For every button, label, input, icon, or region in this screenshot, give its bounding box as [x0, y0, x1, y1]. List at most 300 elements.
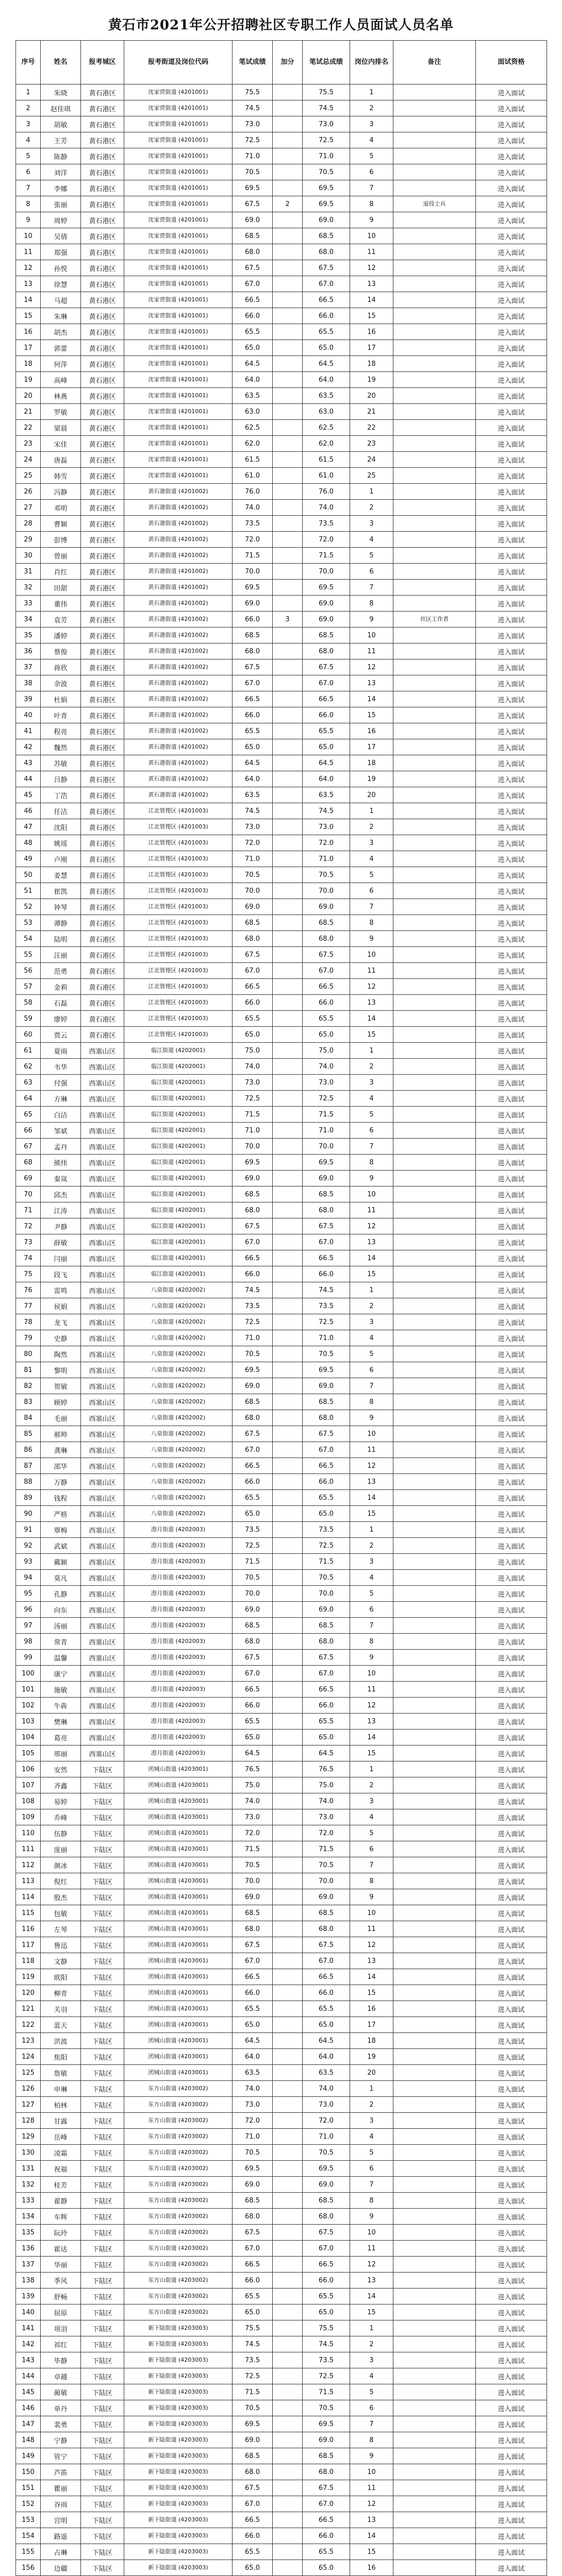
bonus-points-cell	[273, 452, 303, 468]
interview-status-cell: 进入面试	[476, 324, 547, 340]
post-rank-cell: 3	[350, 1075, 393, 1091]
header-cell: 笔试总成绩	[303, 41, 350, 84]
row-index-cell: 146	[16, 2400, 41, 2416]
candidate-name-cell: 廖婷	[41, 1011, 81, 1027]
bonus-points-cell	[273, 2209, 303, 2225]
candidate-name-cell: 冯静	[41, 484, 81, 500]
interview-status-cell: 进入面试	[476, 2129, 547, 2145]
bonus-points-cell	[273, 116, 303, 132]
bonus-points-cell	[273, 180, 303, 196]
written-score-cell: 65.5	[233, 1714, 273, 1730]
bonus-points-cell	[273, 2480, 303, 2496]
district-cell: 下陆区	[81, 1857, 124, 1873]
bonus-points-cell	[273, 1905, 303, 1921]
bonus-points-cell	[273, 1809, 303, 1825]
district-cell: 下陆区	[81, 2049, 124, 2065]
written-score-cell: 65.0	[233, 1027, 273, 1043]
interview-status-cell: 进入面试	[476, 1266, 547, 1282]
district-cell: 西塞山区	[81, 1330, 124, 1346]
row-index-cell: 25	[16, 468, 41, 484]
total-score-cell: 67.0	[303, 2496, 350, 2512]
interview-status-cell: 进入面试	[476, 2033, 547, 2049]
table-row	[16, 1266, 547, 1282]
post-rank-cell: 10	[350, 628, 393, 643]
remark-cell	[393, 723, 476, 739]
written-score-cell: 67.5	[233, 947, 273, 963]
district-cell: 下陆区	[81, 2304, 124, 2320]
post-rank-cell: 1	[350, 803, 393, 819]
street-post-code-cell: 八泉街道 (4202002)	[124, 1426, 233, 1442]
table-row	[16, 84, 547, 100]
bonus-points-cell	[273, 340, 303, 356]
street-post-code-cell: 新下陆街道 (4203003)	[124, 2544, 233, 2560]
district-cell: 黄石港区	[81, 899, 124, 915]
row-index-cell: 60	[16, 1027, 41, 1043]
written-score-cell: 66.0	[233, 308, 273, 324]
written-score-cell: 70.0	[233, 1873, 273, 1889]
header-cell: 备注	[393, 41, 476, 84]
post-rank-cell: 9	[350, 1889, 393, 1905]
table-row	[16, 803, 547, 819]
post-rank-cell: 6	[350, 1123, 393, 1139]
district-cell: 西塞山区	[81, 1234, 124, 1250]
street-post-code-cell: 八泉街道 (4202002)	[124, 1378, 233, 1394]
row-index-cell: 139	[16, 2289, 41, 2304]
district-cell: 黄石港区	[81, 612, 124, 628]
candidate-name-cell: 闫丽	[41, 1250, 81, 1266]
street-post-code-cell: 沈家营街道 (4201001)	[124, 180, 233, 196]
written-score-cell: 72.5	[233, 1091, 273, 1107]
street-post-code-cell: 澄月街道 (4202003)	[124, 1570, 233, 1586]
total-score-cell: 69.5	[303, 1362, 350, 1378]
street-post-code-cell: 江北管理区 (4201003)	[124, 995, 233, 1011]
table-row	[16, 819, 547, 835]
table-row	[16, 899, 547, 915]
street-post-code-cell: 东方山街道 (4203002)	[124, 2289, 233, 2304]
table-row	[16, 1155, 547, 1171]
candidate-name-cell: 洪波	[41, 2033, 81, 2049]
candidate-name-cell: 谷雨	[41, 2496, 81, 2512]
interview-status-cell: 进入面试	[476, 1714, 547, 1730]
district-cell: 西塞山区	[81, 1107, 124, 1123]
total-score-cell: 66.0	[303, 707, 350, 723]
written-score-cell: 67.5	[233, 2225, 273, 2241]
candidate-name-cell: 左琴	[41, 1921, 81, 1937]
remark-cell	[393, 1554, 476, 1570]
street-post-code-cell: 临江街道 (4202001)	[124, 1234, 233, 1250]
bonus-points-cell	[273, 1059, 303, 1075]
street-post-code-cell: 黄石港街道 (4201002)	[124, 484, 233, 500]
candidate-name-cell: 舒畅	[41, 2289, 81, 2304]
total-score-cell: 64.5	[303, 755, 350, 771]
total-score-cell: 75.5	[303, 2320, 350, 2336]
candidate-name-cell: 易婷	[41, 1793, 81, 1809]
row-index-cell: 155	[16, 2544, 41, 2560]
row-index-cell: 64	[16, 1091, 41, 1107]
table-row	[16, 1171, 547, 1187]
street-post-code-cell: 沈家营街道 (4201001)	[124, 244, 233, 260]
total-score-cell: 69.5	[303, 1155, 350, 1171]
row-index-cell: 92	[16, 1538, 41, 1554]
remark-cell	[393, 1123, 476, 1139]
post-rank-cell: 9	[350, 2209, 393, 2225]
street-post-code-cell: 黄石港街道 (4201002)	[124, 723, 233, 739]
total-score-cell: 69.0	[303, 1378, 350, 1394]
district-cell: 黄石港区	[81, 580, 124, 596]
street-post-code-cell: 黄石港街道 (4201002)	[124, 787, 233, 803]
street-post-code-cell: 澄月街道 (4202003)	[124, 1538, 233, 1554]
candidate-name-cell: 方琳	[41, 1091, 81, 1107]
street-post-code-cell: 沈家营街道 (4201001)	[124, 212, 233, 228]
total-score-cell: 68.5	[303, 1905, 350, 1921]
total-score-cell: 73.5	[303, 516, 350, 532]
district-cell: 西塞山区	[81, 1426, 124, 1442]
written-score-cell: 67.0	[233, 2496, 273, 2512]
post-rank-cell: 5	[350, 548, 393, 564]
remark-cell	[393, 260, 476, 276]
district-cell: 西塞山区	[81, 1730, 124, 1745]
street-post-code-cell: 八泉街道 (4202002)	[124, 1330, 233, 1346]
row-index-cell: 104	[16, 1730, 41, 1745]
remark-cell	[393, 1586, 476, 1602]
written-score-cell: 69.0	[233, 1378, 273, 1394]
remark-cell	[393, 1538, 476, 1554]
bonus-points-cell	[273, 1171, 303, 1187]
post-rank-cell: 11	[350, 643, 393, 659]
remark-cell	[393, 1730, 476, 1745]
post-rank-cell: 1	[350, 1043, 393, 1059]
bonus-points-cell	[273, 276, 303, 292]
bonus-points-cell	[273, 1139, 303, 1155]
interview-status-cell: 进入面试	[476, 2448, 547, 2464]
total-score-cell: 69.0	[303, 1171, 350, 1187]
row-index-cell: 156	[16, 2560, 41, 2576]
bonus-points-cell	[273, 1250, 303, 1266]
remark-cell	[393, 1043, 476, 1059]
post-rank-cell: 13	[350, 1953, 393, 1969]
row-index-cell: 61	[16, 1043, 41, 1059]
written-score-cell: 64.5	[233, 755, 273, 771]
candidate-name-cell: 边疆	[41, 2560, 81, 2576]
interview-status-cell: 进入面试	[476, 516, 547, 532]
district-cell: 黄石港区	[81, 883, 124, 899]
remark-cell	[393, 1202, 476, 1218]
total-score-cell: 70.5	[303, 2145, 350, 2161]
bonus-points-cell	[273, 500, 303, 516]
interview-status-cell: 进入面试	[476, 915, 547, 931]
street-post-code-cell: 八泉街道 (4202002)	[124, 1458, 233, 1474]
bonus-points-cell	[273, 2241, 303, 2257]
post-rank-cell: 11	[350, 244, 393, 260]
district-cell: 西塞山区	[81, 1698, 124, 1714]
total-score-cell: 68.5	[303, 1187, 350, 1202]
interview-status-cell: 进入面试	[476, 739, 547, 755]
bonus-points-cell	[273, 148, 303, 164]
interview-status-cell: 进入面试	[476, 1841, 547, 1857]
total-score-cell: 70.0	[303, 564, 350, 580]
street-post-code-cell: 团城山街道 (4203001)	[124, 2033, 233, 2049]
bonus-points-cell	[273, 1602, 303, 1618]
post-rank-cell: 6	[350, 164, 393, 180]
district-cell: 下陆区	[81, 2145, 124, 2161]
total-score-cell: 63.5	[303, 388, 350, 404]
table-row	[16, 1586, 547, 1602]
candidate-name-cell: 祁红	[41, 2336, 81, 2352]
row-index-cell: 135	[16, 2225, 41, 2241]
row-index-cell: 109	[16, 1809, 41, 1825]
interview-status-cell: 进入面试	[476, 2400, 547, 2416]
row-index-cell: 56	[16, 963, 41, 979]
remark-cell	[393, 1330, 476, 1346]
interview-status-cell: 进入面试	[476, 196, 547, 212]
table-row	[16, 212, 547, 228]
street-post-code-cell: 团城山街道 (4203001)	[124, 1921, 233, 1937]
written-score-cell: 68.0	[233, 1410, 273, 1426]
street-post-code-cell: 八泉街道 (4202002)	[124, 1346, 233, 1362]
candidate-name-cell: 路遥	[41, 2528, 81, 2544]
post-rank-cell: 14	[350, 292, 393, 308]
table-row	[16, 2257, 547, 2273]
bonus-points-cell	[273, 1538, 303, 1554]
district-cell: 西塞山区	[81, 1650, 124, 1666]
remark-cell	[393, 2416, 476, 2432]
interview-status-cell: 进入面试	[476, 1330, 547, 1346]
post-rank-cell: 15	[350, 2544, 393, 2560]
street-post-code-cell: 黄石港街道 (4201002)	[124, 739, 233, 755]
district-cell: 黄石港区	[81, 212, 124, 228]
remark-cell	[393, 931, 476, 947]
interview-status-cell: 进入面试	[476, 2113, 547, 2129]
interview-status-cell: 进入面试	[476, 420, 547, 436]
bonus-points-cell	[273, 1570, 303, 1586]
post-rank-cell: 7	[350, 2177, 393, 2193]
remark-cell	[393, 2304, 476, 2320]
post-rank-cell: 18	[350, 2033, 393, 2049]
candidate-name-cell: 倪红	[41, 1873, 81, 1889]
remark-cell	[393, 2113, 476, 2129]
post-rank-cell: 5	[350, 1107, 393, 1123]
candidate-name-cell: 鲁迅	[41, 1937, 81, 1953]
bonus-points-cell	[273, 2432, 303, 2448]
candidate-name-cell: 吴倩	[41, 228, 81, 244]
interview-status-cell: 进入面试	[476, 132, 547, 148]
street-post-code-cell: 东方山街道 (4203002)	[124, 2097, 233, 2113]
post-rank-cell: 6	[350, 2400, 393, 2416]
bonus-points-cell	[273, 420, 303, 436]
interview-status-cell: 进入面试	[476, 1250, 547, 1266]
interview-status-cell: 进入面试	[476, 2241, 547, 2257]
district-cell: 黄石港区	[81, 548, 124, 564]
total-score-cell: 74.5	[303, 100, 350, 116]
district-cell: 下陆区	[81, 2320, 124, 2336]
written-score-cell: 66.0	[233, 2528, 273, 2544]
header-cell: 序号	[16, 41, 41, 84]
row-index-cell: 13	[16, 276, 41, 292]
district-cell: 西塞山区	[81, 1171, 124, 1187]
post-rank-cell: 13	[350, 1714, 393, 1730]
street-post-code-cell: 东方山街道 (4203002)	[124, 2145, 233, 2161]
district-cell: 黄石港区	[81, 851, 124, 867]
street-post-code-cell: 临江街道 (4202001)	[124, 1123, 233, 1139]
candidate-name-cell: 秦岚	[41, 1171, 81, 1187]
street-post-code-cell: 东方山街道 (4203002)	[124, 2241, 233, 2257]
row-index-cell: 70	[16, 1187, 41, 1202]
row-index-cell: 8	[16, 196, 41, 212]
interview-status-cell: 进入面试	[476, 388, 547, 404]
interview-status-cell: 进入面试	[476, 707, 547, 723]
remark-cell	[393, 548, 476, 564]
street-post-code-cell: 新下陆街道 (4203003)	[124, 2560, 233, 2576]
post-rank-cell: 1	[350, 1522, 393, 1538]
interview-status-cell: 进入面试	[476, 1059, 547, 1075]
street-post-code-cell: 黄石港街道 (4201002)	[124, 548, 233, 564]
remark-cell	[393, 228, 476, 244]
district-cell: 下陆区	[81, 2289, 124, 2304]
table-row	[16, 1394, 547, 1410]
bonus-points-cell	[273, 308, 303, 324]
written-score-cell: 71.0	[233, 1330, 273, 1346]
district-cell: 下陆区	[81, 2400, 124, 2416]
table-row	[16, 1202, 547, 1218]
table-row	[16, 675, 547, 691]
remark-cell	[393, 2528, 476, 2544]
table-row	[16, 2304, 547, 2320]
written-score-cell: 74.5	[233, 1282, 273, 1298]
total-score-cell: 68.0	[303, 931, 350, 947]
interview-status-cell: 进入面试	[476, 1905, 547, 1921]
interview-status-cell: 进入面试	[476, 2352, 547, 2368]
row-index-cell: 105	[16, 1745, 41, 1761]
written-score-cell: 67.0	[233, 276, 273, 292]
written-score-cell: 71.0	[233, 1123, 273, 1139]
candidate-name-cell: 桂芳	[41, 2177, 81, 2193]
total-score-cell: 68.5	[303, 2448, 350, 2464]
street-post-code-cell: 团城山街道 (4203001)	[124, 1777, 233, 1793]
table-row	[16, 915, 547, 931]
candidate-name-cell: 戴颖	[41, 1554, 81, 1570]
street-post-code-cell: 八泉街道 (4202002)	[124, 1506, 233, 1522]
total-score-cell: 63.5	[303, 2065, 350, 2081]
remark-cell	[393, 2289, 476, 2304]
district-cell: 西塞山区	[81, 1250, 124, 1266]
row-index-cell: 152	[16, 2496, 41, 2512]
district-cell: 下陆区	[81, 1889, 124, 1905]
post-rank-cell: 20	[350, 2065, 393, 2081]
bonus-points-cell	[273, 1506, 303, 1522]
total-score-cell: 67.0	[303, 1234, 350, 1250]
district-cell: 下陆区	[81, 2368, 124, 2384]
bonus-points-cell	[273, 1650, 303, 1666]
written-score-cell: 61.0	[233, 468, 273, 484]
bonus-points-cell	[273, 2528, 303, 2544]
remark-cell	[393, 1218, 476, 1234]
row-index-cell: 23	[16, 436, 41, 452]
remark-cell	[393, 1298, 476, 1314]
post-rank-cell: 6	[350, 2161, 393, 2177]
street-post-code-cell: 东方山街道 (4203002)	[124, 2209, 233, 2225]
interview-status-cell: 进入面试	[476, 2304, 547, 2320]
table-row	[16, 1921, 547, 1937]
total-score-cell: 66.0	[303, 1474, 350, 1490]
post-rank-cell: 8	[350, 1634, 393, 1650]
written-score-cell: 73.5	[233, 1522, 273, 1538]
post-rank-cell: 24	[350, 452, 393, 468]
bonus-points-cell	[273, 2544, 303, 2560]
row-index-cell: 122	[16, 2017, 41, 2033]
remark-cell	[393, 2209, 476, 2225]
row-index-cell: 108	[16, 1793, 41, 1809]
district-cell: 西塞山区	[81, 1394, 124, 1410]
written-score-cell: 66.5	[233, 2512, 273, 2528]
post-rank-cell: 7	[350, 580, 393, 596]
street-post-code-cell: 八泉街道 (4202002)	[124, 1282, 233, 1298]
post-rank-cell: 7	[350, 899, 393, 915]
written-score-cell: 64.0	[233, 2049, 273, 2065]
table-row	[16, 276, 547, 292]
written-score-cell: 75.0	[233, 1043, 273, 1059]
total-score-cell: 65.5	[303, 1490, 350, 1506]
district-cell: 黄石港区	[81, 276, 124, 292]
table-row	[16, 1123, 547, 1139]
candidate-name-cell: 李娜	[41, 180, 81, 196]
candidate-name-cell: 董伟	[41, 596, 81, 612]
table-row	[16, 2049, 547, 2065]
post-rank-cell: 15	[350, 2304, 393, 2320]
remark-cell	[393, 2081, 476, 2097]
district-cell: 西塞山区	[81, 1410, 124, 1426]
bonus-points-cell	[273, 643, 303, 659]
street-post-code-cell: 八泉街道 (4202002)	[124, 1362, 233, 1378]
post-rank-cell: 6	[350, 1841, 393, 1857]
total-score-cell: 67.5	[303, 2480, 350, 2496]
total-score-cell: 62.0	[303, 436, 350, 452]
table-row	[16, 1187, 547, 1202]
table-row	[16, 643, 547, 659]
total-score-cell: 65.5	[303, 723, 350, 739]
bonus-points-cell	[273, 372, 303, 388]
total-score-cell: 74.5	[303, 2336, 350, 2352]
written-score-cell: 69.5	[233, 180, 273, 196]
interview-status-cell: 进入面试	[476, 1825, 547, 1841]
street-post-code-cell: 黄石港街道 (4201002)	[124, 596, 233, 612]
interview-status-cell: 进入面试	[476, 2432, 547, 2448]
table-row	[16, 2033, 547, 2049]
district-cell: 下陆区	[81, 2384, 124, 2400]
post-rank-cell: 14	[350, 1490, 393, 1506]
bonus-points-cell	[273, 580, 303, 596]
candidate-name-cell: 陶然	[41, 1346, 81, 1362]
remark-cell	[393, 2400, 476, 2416]
district-cell: 下陆区	[81, 1921, 124, 1937]
remark-cell	[393, 2320, 476, 2336]
written-score-cell: 67.5	[233, 260, 273, 276]
remark-cell	[393, 899, 476, 915]
interview-status-cell: 进入面试	[476, 1314, 547, 1330]
row-index-cell: 124	[16, 2049, 41, 2065]
interview-status-cell: 进入面试	[476, 1969, 547, 1985]
row-index-cell: 115	[16, 1905, 41, 1921]
written-score-cell: 67.0	[233, 1666, 273, 1682]
header-cell: 笔试成绩	[233, 41, 273, 84]
district-cell: 黄石港区	[81, 84, 124, 100]
total-score-cell: 65.5	[303, 2289, 350, 2304]
post-rank-cell: 5	[350, 1825, 393, 1841]
total-score-cell: 66.5	[303, 2512, 350, 2528]
written-score-cell: 67.0	[233, 2241, 273, 2257]
written-score-cell: 72.0	[233, 532, 273, 548]
street-post-code-cell: 临江街道 (4202001)	[124, 1043, 233, 1059]
total-score-cell: 68.5	[303, 1394, 350, 1410]
